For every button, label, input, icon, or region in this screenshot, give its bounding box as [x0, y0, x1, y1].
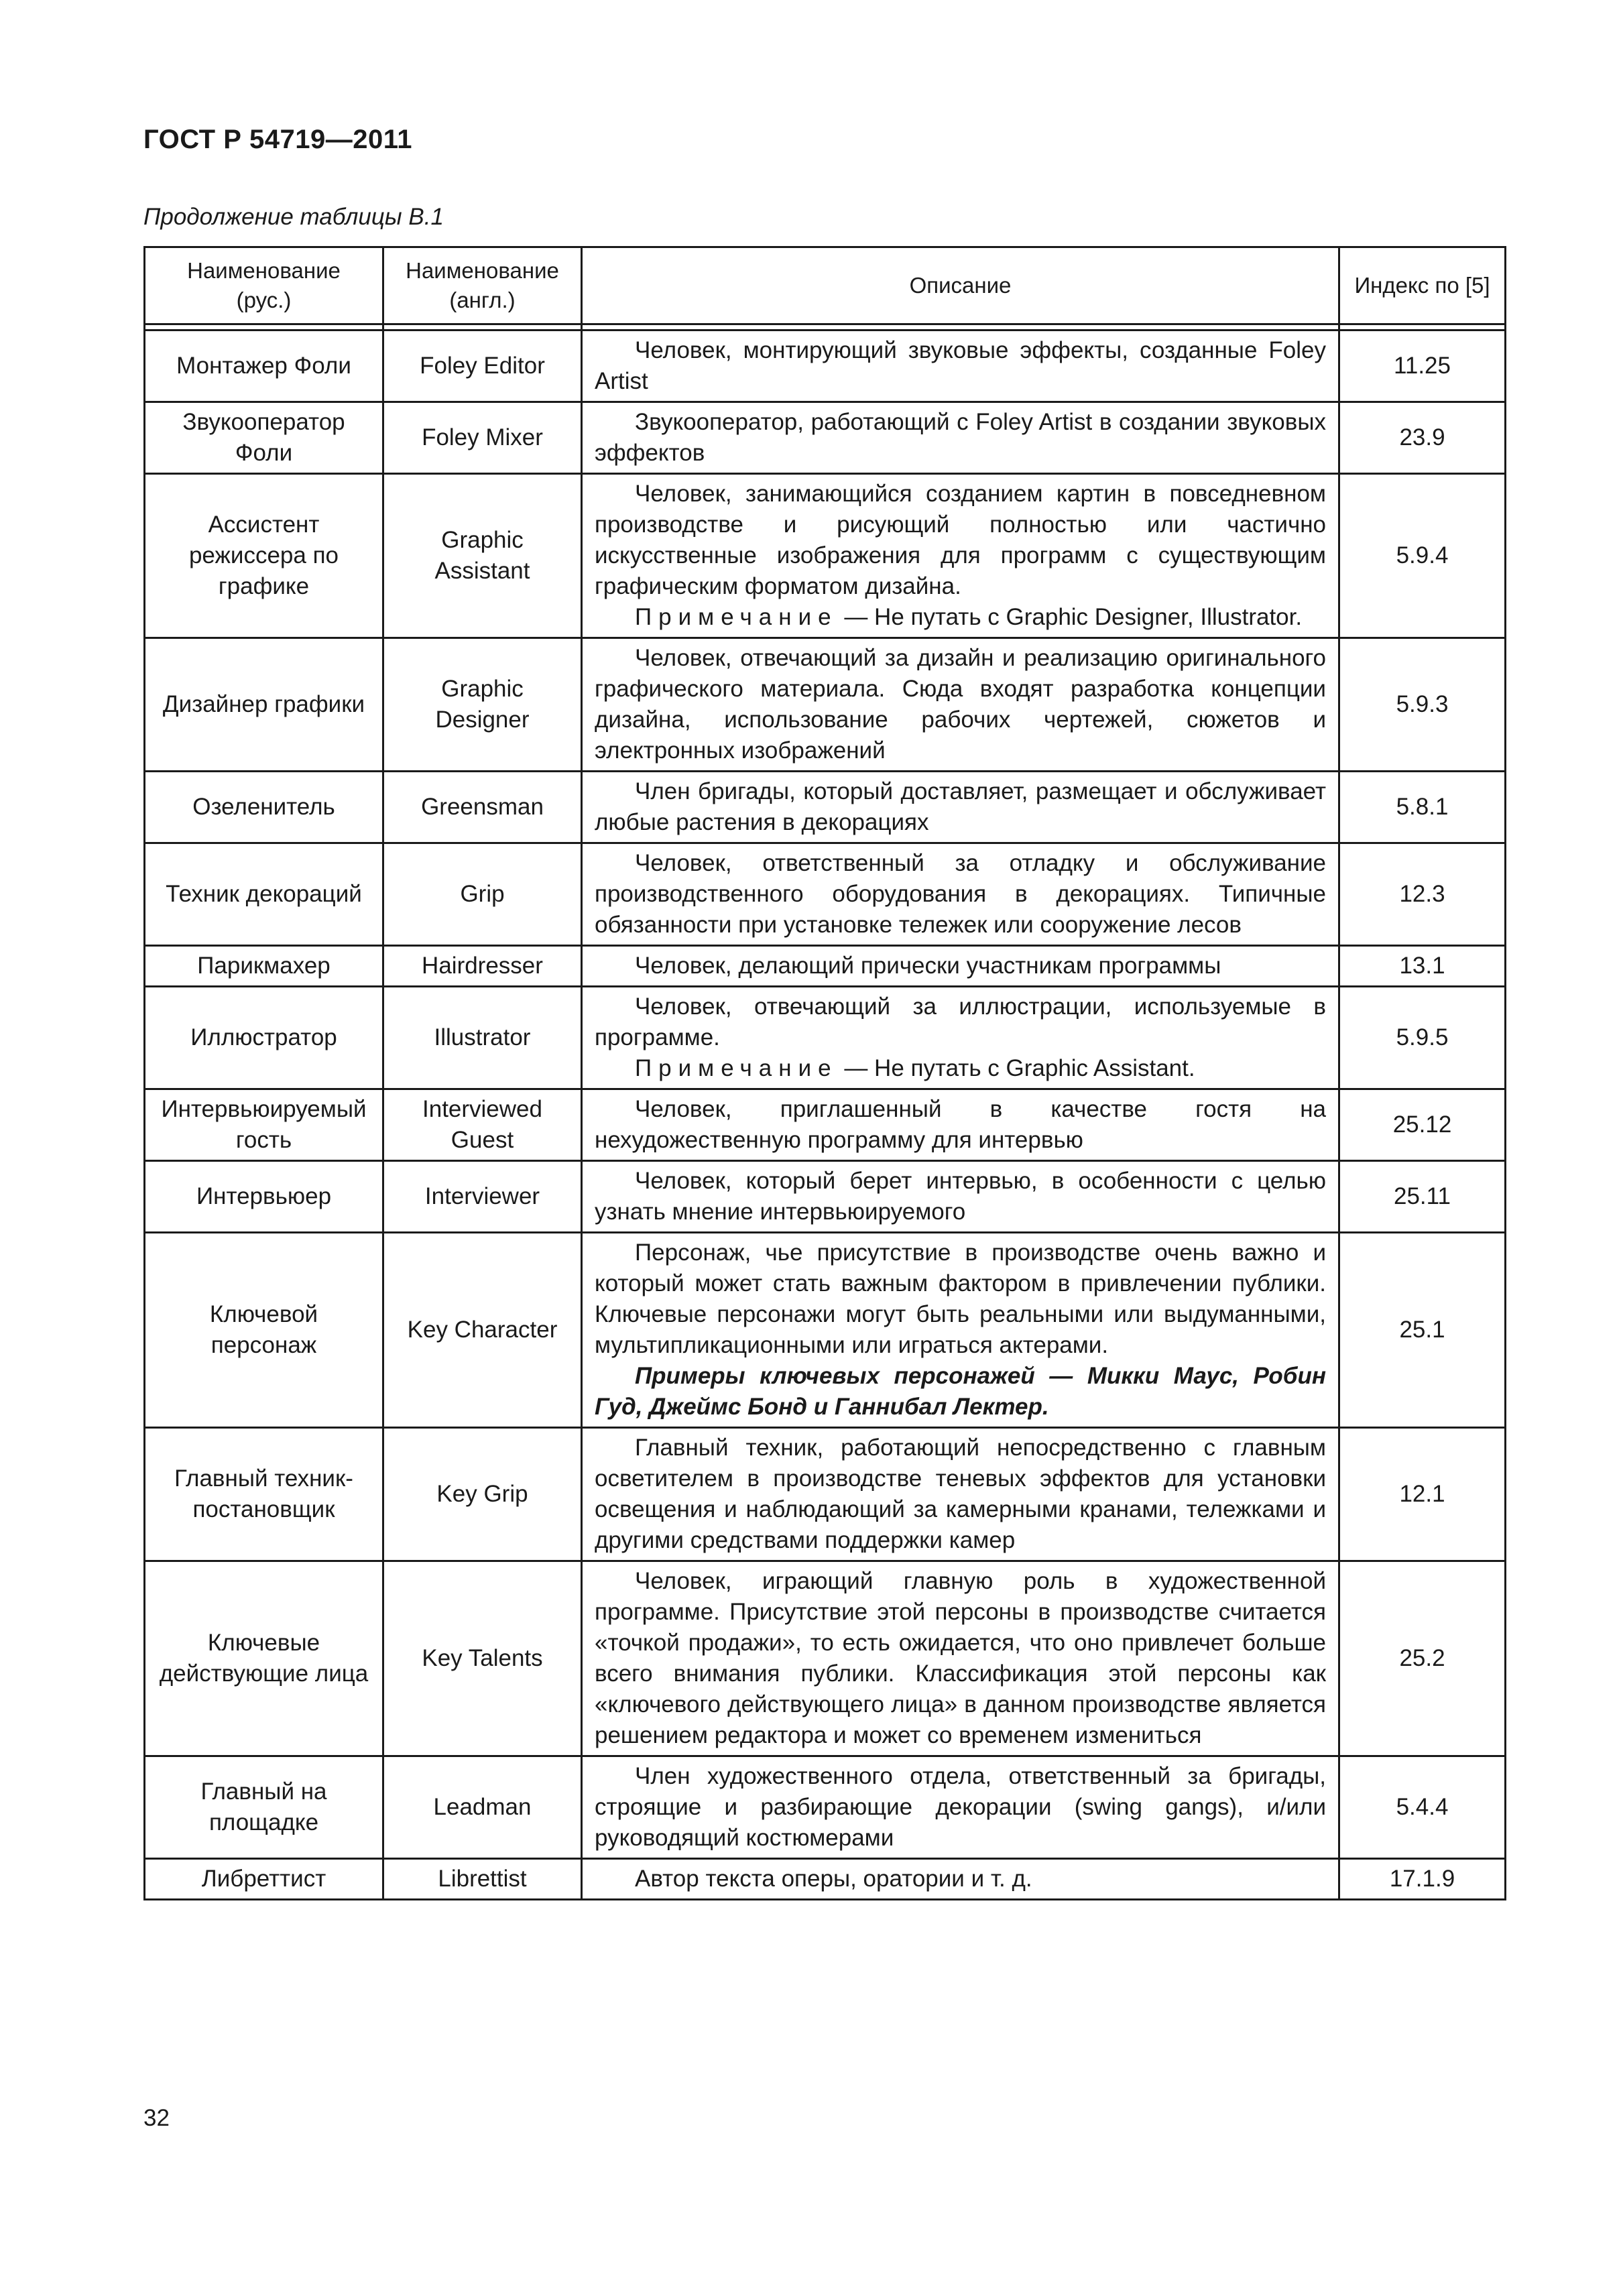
- table-row: [145, 1561, 1506, 1756]
- page-number: 32: [143, 2105, 170, 2131]
- header-description: Описание: [582, 247, 1339, 324]
- description-paragraph: Человек, отвечающий за иллюстрации, используемые в программе.: [595, 993, 1326, 1050]
- term-en: Key Grip: [383, 1428, 582, 1561]
- description-note: [595, 1053, 1326, 1084]
- description-example: Примеры ключевых персонажей — Микки Маус, Робин Гуд, Джеймс Бонд и Ганнибал Лектер.: [595, 1363, 1326, 1420]
- description-paragraph: Член художественного отдела, ответственный за бригады, строящие и разбирающие декорации (swing gangs), и/или руководящий костюмерами: [595, 1763, 1326, 1851]
- note-text: — Не путать с Graphic Designer, Illustrator.: [837, 604, 1303, 630]
- term-en: Leadman: [383, 1756, 582, 1859]
- term-ru: Либреттист: [145, 1859, 383, 1900]
- term-index: 23.9: [1339, 402, 1506, 474]
- term-index: 5.4.4: [1339, 1756, 1506, 1859]
- table-row: [145, 638, 1506, 772]
- term-description: [582, 330, 1339, 402]
- term-index: 25.12: [1339, 1089, 1506, 1161]
- term-ru: Главный на площадке: [145, 1756, 383, 1859]
- term-description: [582, 946, 1339, 987]
- term-description: [582, 638, 1339, 772]
- term-index: 25.2: [1339, 1561, 1506, 1756]
- term-index: 5.8.1: [1339, 772, 1506, 843]
- term-en: Foley Mixer: [383, 402, 582, 474]
- term-en: Interviewer: [383, 1161, 582, 1233]
- description-paragraph: Человек, занимающийся созданием картин в повседневном производстве и рисующий полностью или частично искусственные изображения для программ с существующим графическим форматом дизайна.: [595, 481, 1326, 599]
- term-index: 5.9.5: [1339, 987, 1506, 1089]
- term-ru: Ассистент режиссера по графике: [145, 474, 383, 638]
- header-name-en: Наименование (англ.): [383, 247, 582, 324]
- description-paragraph: Человек, делающий прически участникам программы: [635, 953, 1221, 979]
- term-ru: Интервьюируемый гость: [145, 1089, 383, 1161]
- term-description: [582, 402, 1339, 474]
- table-row: [145, 843, 1506, 946]
- term-description: [582, 1756, 1339, 1859]
- term-en: Grip: [383, 843, 582, 946]
- term-en: Interviewed Guest: [383, 1089, 582, 1161]
- table-row: [145, 1428, 1506, 1561]
- term-description: [582, 1428, 1339, 1561]
- term-index: 5.9.3: [1339, 638, 1506, 772]
- term-index: 17.1.9: [1339, 1859, 1506, 1900]
- term-ru: Звукооператор Фоли: [145, 402, 383, 474]
- term-description: [582, 474, 1339, 638]
- term-en: Illustrator: [383, 987, 582, 1089]
- term-ru: Иллюстратор: [145, 987, 383, 1089]
- table-caption: Продолжение таблицы В.1: [143, 204, 444, 230]
- term-en: Greensman: [383, 772, 582, 843]
- table-row: [145, 474, 1506, 638]
- term-description: [582, 1561, 1339, 1756]
- table-row: [145, 330, 1506, 402]
- description-note: [595, 602, 1326, 633]
- table-header-row: [145, 247, 1506, 324]
- note-text: — Не путать с Graphic Assistant.: [837, 1055, 1195, 1081]
- description-paragraph: Персонаж, чье присутствие в производстве очень важно и который может стать важным фактором в привлечении публики. Ключевые персонажи могут быть реальными или выдуманными, мультипликационными или играться актерами.: [595, 1240, 1326, 1358]
- description-paragraph: Человек, отвечающий за дизайн и реализацию оригинального графического материала. Сюда входят разработка концепции дизайна, использование рабочих чертежей, сюжетов и электронных изображений: [595, 645, 1326, 764]
- description-paragraph: Автор текста оперы, оратории и т. д.: [635, 1866, 1032, 1892]
- term-en: Key Character: [383, 1233, 582, 1428]
- term-ru: Главный техник-постановщик: [145, 1428, 383, 1561]
- term-index: 25.1: [1339, 1233, 1506, 1428]
- term-index: 11.25: [1339, 330, 1506, 402]
- description-paragraph: Человек, играющий главную роль в художественной программе. Присутствие этой персоны в производстве считается «точкой продажи», то есть ожидается, что оно привлечет больше всего внимания публики. Классификация этой персоны как «ключевого действующего лица» в данном производстве является решением редактора и может со временем измениться: [595, 1568, 1326, 1748]
- description-paragraph: Звукооператор, работающий с Foley Artist в создании звуковых эффектов: [595, 409, 1326, 466]
- term-index: 12.1: [1339, 1428, 1506, 1561]
- table-row: [145, 1089, 1506, 1161]
- term-en: Key Talents: [383, 1561, 582, 1756]
- term-ru: Интервьюер: [145, 1161, 383, 1233]
- term-en: Hairdresser: [383, 946, 582, 987]
- terms-table: [143, 246, 1506, 1900]
- term-index: 5.9.4: [1339, 474, 1506, 638]
- table-row: [145, 402, 1506, 474]
- term-ru: Дизайнер графики: [145, 638, 383, 772]
- note-label: Примечание: [635, 604, 838, 630]
- term-ru: Парикмахер: [145, 946, 383, 987]
- term-description: [582, 987, 1339, 1089]
- table-row: [145, 1859, 1506, 1900]
- term-index: 13.1: [1339, 946, 1506, 987]
- term-en: Foley Editor: [383, 330, 582, 402]
- table-body: [145, 324, 1506, 1900]
- term-ru: Монтажер Фоли: [145, 330, 383, 402]
- table-row: [145, 772, 1506, 843]
- description-paragraph: Человек, приглашенный в качестве гостя на нехудожественную программу для интервью: [595, 1096, 1326, 1153]
- header-name-ru: Наименование (рус.): [145, 247, 383, 324]
- header-separator: [145, 324, 1506, 330]
- term-description: [582, 843, 1339, 946]
- table-row: [145, 946, 1506, 987]
- table-row: [145, 1161, 1506, 1233]
- term-ru: Техник декораций: [145, 843, 383, 946]
- table-row: [145, 1233, 1506, 1428]
- term-ru: Озеленитель: [145, 772, 383, 843]
- term-description: [582, 1233, 1339, 1428]
- term-description: [582, 1859, 1339, 1900]
- description-paragraph: Член бригады, который доставляет, размещает и обслуживает любые растения в декорациях: [595, 778, 1326, 835]
- term-index: 12.3: [1339, 843, 1506, 946]
- term-description: [582, 1161, 1339, 1233]
- description-paragraph: Человек, монтирующий звуковые эффекты, созданные Foley Artist: [595, 337, 1326, 394]
- document-code: ГОСТ Р 54719—2011: [143, 125, 412, 154]
- term-description: [582, 1089, 1339, 1161]
- header-index: Индекс по [5]: [1339, 247, 1506, 324]
- term-ru: Ключевые действующие лица: [145, 1561, 383, 1756]
- term-description: [582, 772, 1339, 843]
- term-index: 25.11: [1339, 1161, 1506, 1233]
- description-paragraph: Главный техник, работающий непосредственно с главным осветителем в производстве теневых эффектов для установки освещения и наблюдающий за камерными кранами, тележками и другими средствами поддержки камер: [595, 1435, 1326, 1553]
- term-en: Librettist: [383, 1859, 582, 1900]
- term-ru: Ключевой персонаж: [145, 1233, 383, 1428]
- description-paragraph: Человек, ответственный за отладку и обслуживание производственного оборудования в декорациях. Типичные обязанности при установке тележек или сооружение лесов: [595, 850, 1326, 938]
- term-en: Graphic Assistant: [383, 474, 582, 638]
- table-row: [145, 1756, 1506, 1859]
- term-en: Graphic Designer: [383, 638, 582, 772]
- description-paragraph: Человек, который берет интервью, в особенности с целью узнать мнение интервьюируемого: [595, 1168, 1326, 1225]
- note-label: Примечание: [635, 1055, 838, 1081]
- table-row: [145, 987, 1506, 1089]
